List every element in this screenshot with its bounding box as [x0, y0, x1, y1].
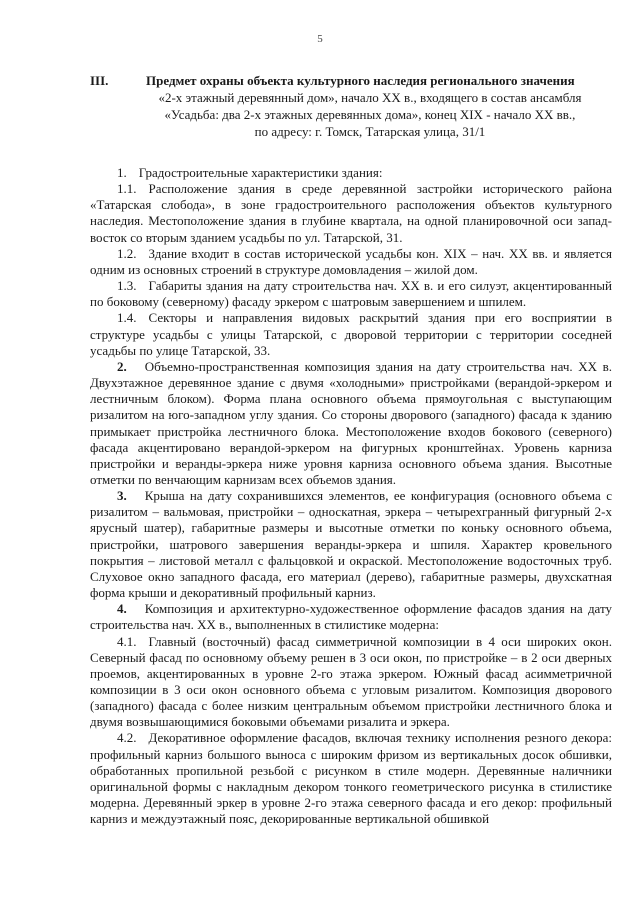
paragraph-number: 4.2. [117, 730, 137, 746]
paragraph [90, 601, 612, 633]
section-roman-numeral: III. [90, 73, 109, 88]
paragraph-text: Габариты здания на дату строительства нач. XX в. и его силуэт, акцентированный по боковому (северному) фасаду эркером с шатровым завершением и шпилем. [90, 278, 612, 310]
paragraph [90, 278, 612, 310]
paragraph-text: Композиция и архитектурно-художественное оформление фасадов здания на дату строительства нач. XX в., выполненных в стилистике модерна: [90, 601, 612, 633]
paragraph-text: Градостроительные характеристики здания: [138, 165, 383, 180]
paragraph-number: 2. [117, 358, 127, 374]
paragraph-number: 3. [117, 488, 127, 504]
section-subtitle-line: «2-х этажный деревянный дом», начало XX в., входящего в состав ансамбля [158, 90, 582, 105]
paragraph-number: 1.2. [117, 245, 137, 261]
paragraph-text: Главный (восточный) фасад симметричной композиции в 4 оси широких окон. Северный фасад по основному объему решен в 3 оси окон, по пристройке – в 2 оси дверных проемов, акцентированных в уровне 2-го этажа эркером. Южный фасад асимметричной композиции в 3 оси окон основного объема с угловым ризалитом. Композиция дворового (западного) фасада с более низким центральным объемом пристройки лестничного блока и двумя возвышающимися боковыми объемами ризалита и эркера. [90, 633, 612, 730]
page-number: 5 [317, 33, 323, 45]
paragraph [90, 730, 612, 827]
paragraph [90, 165, 612, 181]
paragraph-number: 1. [117, 165, 127, 180]
paragraph [90, 488, 612, 601]
paragraph-text: Декоративное оформление фасадов, включая технику исполнения резного декора: профильный карниз большого выноса с широким фризом из вертикальных досок обшивки, обработанных пропильной резьбой с рисунком в стиле модерн. Деревянные наличники оригинальной формы с накладным декором тонкого геометрического рисунка в стилистике модерна. Деревянный эркер в уровне 2-го этажа северного фасада и его декор: профильный карниз и междуэтажный пояс, декорированные вертикальной обшивкой [90, 730, 612, 827]
section-subtitle-line: по адресу: г. Томск, Татарская улица, 31/1 [254, 124, 486, 139]
paragraph-number: 1.4. [117, 310, 137, 326]
paragraph-number: 1.3. [117, 278, 137, 294]
paragraph [90, 634, 612, 731]
paragraph-number: 1.1. [117, 181, 137, 197]
paragraph [90, 359, 612, 488]
paragraph-text: Расположение здания в среде деревянной застройки исторического района «Татарская слобода», в зоне градостроительного расположения объектов культурного наследия. Местоположение здания в глубине квартала, на одной планировочной оси запад-восток со вторым зданием усадьбы по ул. Татарской, 31. [90, 181, 612, 245]
paragraph-text: Здание входит в состав исторической усадьбы кон. XIX – нач. XX вв. и является одним из основных строений в структуре домовладения – жилой дом. [90, 245, 612, 277]
paragraph [90, 181, 612, 246]
section-title-row [90, 72, 610, 89]
paragraph [90, 310, 612, 358]
section-title: Предмет охраны объекта культурного наследия регионального значения [146, 73, 575, 88]
paragraph-number: 4.1. [117, 633, 137, 649]
section-subtitle-line: «Усадьба: два 2-х этажных деревянных дома», конец XIX - начало XX вв., [164, 107, 576, 122]
paragraph-text: Объемно-пространственная композиция здания на дату строительства нач. XX в. Двухэтажное деревянное здание с двумя «холодными» пристройками (верандой-эркером и лестничным блоком). Форма плана основного объема прямоугольная с выступающим ризалитом на юго-западном углу здания. Со стороны дворового (западного) фасада к зданию примыкает пристройка лестничного блока. Местоположение входов бокового (северного) фасада акцентировано верандой-эркером на фигурных кронштейнах. Уровень карниза пристройки и веранды-эркера ниже уровня карниза основного объема здания. Высотные отметки по венчающим карнизам всех объемов здания. [90, 358, 612, 487]
section-heading [90, 72, 610, 140]
paragraph-text: Секторы и направления видовых раскрытий здания при его восприятии в структуре усадьбы с улицы Татарской, с дворовой территории с территории соседней усадьбы по улице Татарской, 33. [90, 310, 612, 358]
document-body [90, 165, 612, 827]
paragraph-text: Крыша на дату сохранившихся элементов, ее конфигурация (основного объема с ризалитом – вальмовая, пристройки – односкатная, эркера – четырехгранный фигурный 2-х ярусный шатер), габаритные размеры и высотные отметки по коньку основного объема, пристройки, шатрового завершения веранды-эркера и шпиля. Характер кровельного покрытия – листовой металл с фальцовкой и окраской. Местоположение водосточных труб. Слуховое окно западного фасада, его материал (дерево), габаритные размеры, двухскатная форма крыши и декоративный профильный карниз. [90, 488, 612, 601]
paragraph [90, 246, 612, 278]
paragraph-number: 4. [117, 601, 127, 617]
